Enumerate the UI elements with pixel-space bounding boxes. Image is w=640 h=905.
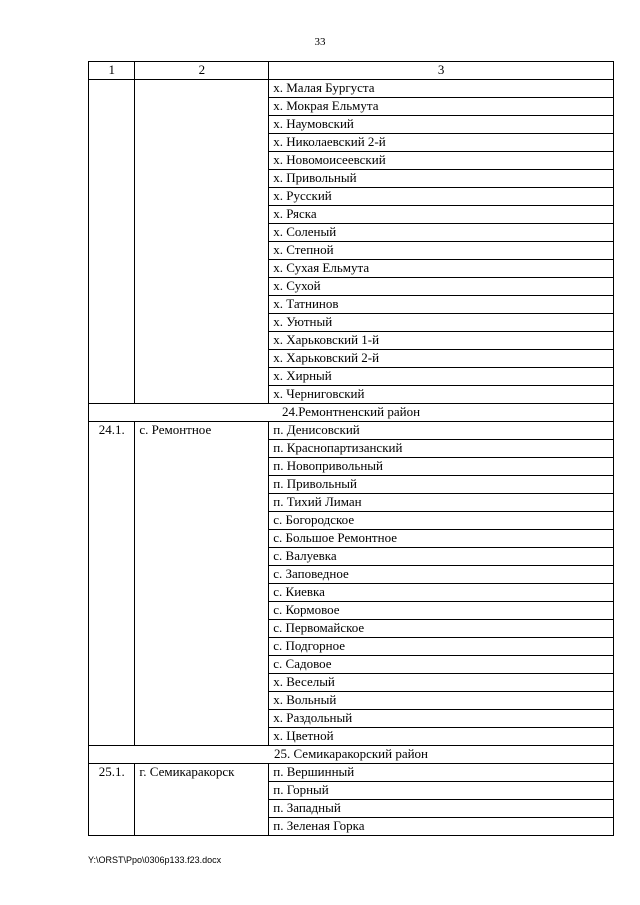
settlement-cell: п. Вершинный (269, 764, 614, 782)
column-header-1: 1 (89, 62, 135, 80)
settlement-cell: х. Раздольный (269, 710, 614, 728)
section-title: 24.Ремонтненский район (89, 404, 614, 422)
settlement-cell: п. Новопривольный (269, 458, 614, 476)
settlement-cell: с. Садовое (269, 656, 614, 674)
settlement-cell: с. Первомайское (269, 620, 614, 638)
settlement-cell: п. Тихий Лиман (269, 494, 614, 512)
settlement-cell: х. Сухой (269, 278, 614, 296)
footer-file-path: Y:\ORST\Ppo\0306p133.f23.docx (88, 855, 222, 865)
settlement-cell: с. Богородское (269, 512, 614, 530)
settlement-cell: х. Новомоисеевский (269, 152, 614, 170)
table-body (89, 80, 614, 836)
column-header-2: 2 (135, 62, 269, 80)
table-row (89, 80, 614, 98)
table-header-row (89, 62, 614, 80)
settlement-cell: х. Ряска (269, 206, 614, 224)
center-cell-empty (135, 80, 269, 404)
settlement-cell: х. Татнинов (269, 296, 614, 314)
number-cell-empty (89, 80, 135, 404)
settlement-cell: х. Николаевский 2-й (269, 134, 614, 152)
settlement-cell: п. Денисовский (269, 422, 614, 440)
settlement-cell: с. Кормовое (269, 602, 614, 620)
settlement-cell: с. Киевка (269, 584, 614, 602)
settlement-cell: х. Сухая Ельмута (269, 260, 614, 278)
settlement-cell: с. Большое Ремонтное (269, 530, 614, 548)
settlement-cell: п. Привольный (269, 476, 614, 494)
settlement-cell: х. Цветной (269, 728, 614, 746)
settlement-cell: х. Уютный (269, 314, 614, 332)
administrative-center: с. Ремонтное (135, 422, 269, 746)
settlement-cell: х. Степной (269, 242, 614, 260)
administrative-center: г. Семикаракорск (135, 764, 269, 836)
section-title: 25. Семикаракорский район (89, 746, 614, 764)
settlement-cell: х. Мокрая Ельмута (269, 98, 614, 116)
settlement-cell: х. Наумовский (269, 116, 614, 134)
settlement-cell: х. Русский (269, 188, 614, 206)
settlements-table (88, 61, 614, 836)
column-header-3: 3 (269, 62, 614, 80)
group-number: 24.1. (89, 422, 135, 746)
section-row (89, 746, 614, 764)
section-row (89, 404, 614, 422)
settlement-cell: х. Привольный (269, 170, 614, 188)
settlement-cell: х. Вольный (269, 692, 614, 710)
table-row (89, 422, 614, 440)
settlement-cell: с. Заповедное (269, 566, 614, 584)
settlement-cell: п. Западный (269, 800, 614, 818)
settlement-cell: х. Харьковский 1-й (269, 332, 614, 350)
group-number: 25.1. (89, 764, 135, 836)
settlement-cell: х. Соленый (269, 224, 614, 242)
settlement-cell: п. Горный (269, 782, 614, 800)
settlement-cell: х. Веселый (269, 674, 614, 692)
settlement-cell: п. Зеленая Горка (269, 818, 614, 836)
settlement-cell: х. Харьковский 2-й (269, 350, 614, 368)
settlement-cell: х. Малая Бургуста (269, 80, 614, 98)
settlement-cell: п. Краснопартизанский (269, 440, 614, 458)
settlement-cell: х. Черниговский (269, 386, 614, 404)
page-number: 33 (314, 36, 326, 48)
table-row (89, 764, 614, 782)
settlement-cell: х. Хирный (269, 368, 614, 386)
settlement-cell: с. Подгорное (269, 638, 614, 656)
settlement-cell: с. Валуевка (269, 548, 614, 566)
